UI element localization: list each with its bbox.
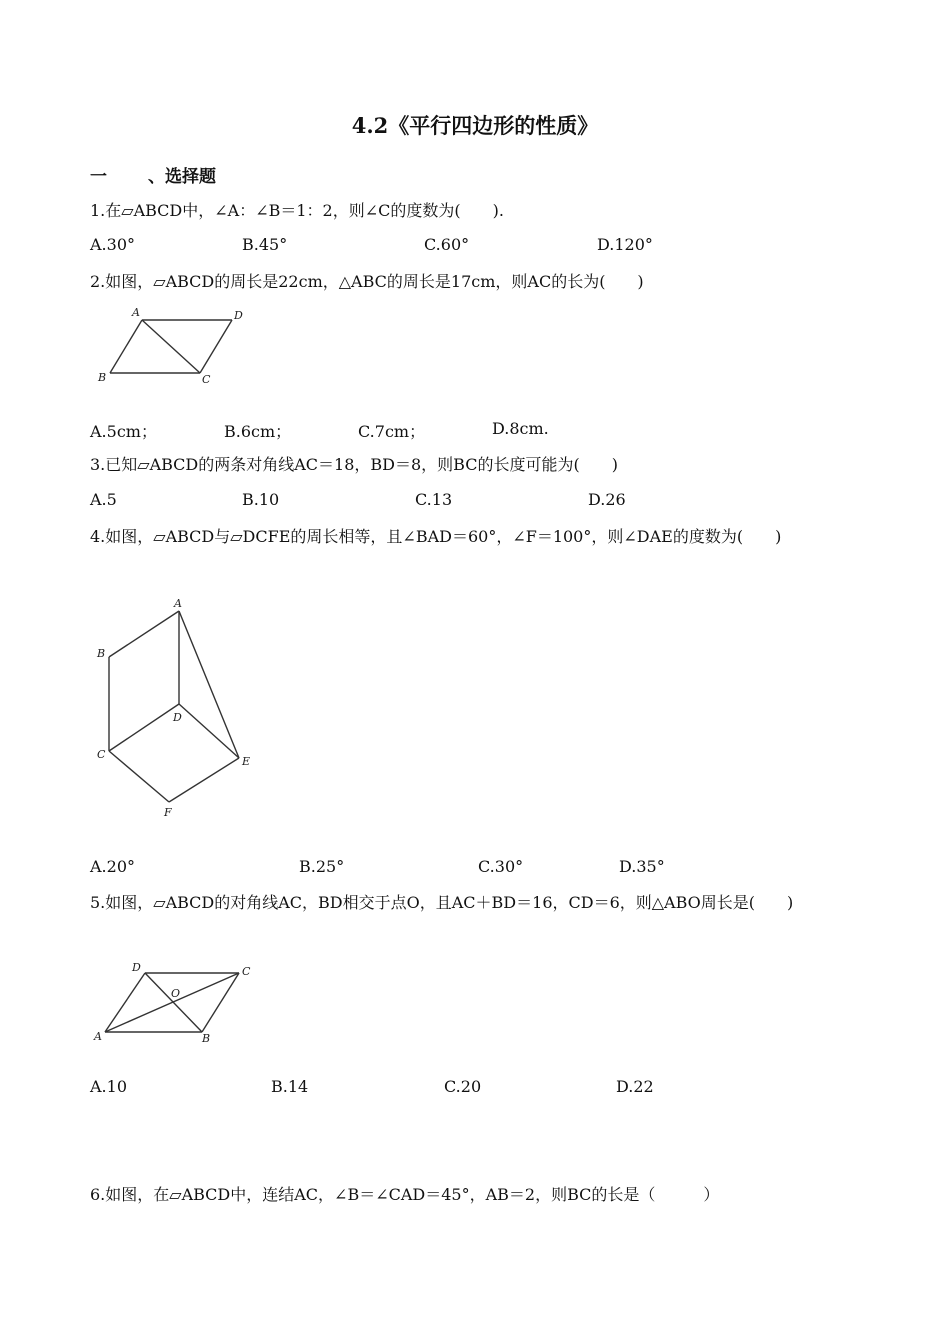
question-2-text: 2.如图，▱ABCD的周长是22cm，△ABC的周长是17cm，则AC的长为( )	[90, 272, 644, 291]
segment-ba	[109, 611, 179, 657]
question-1-options	[90, 235, 850, 259]
question-4-option-d: D.35°	[619, 857, 665, 876]
question-4-figure	[90, 595, 270, 825]
page-title: 4.2《平行四边形的性质》	[351, 113, 599, 138]
segment-de	[179, 704, 239, 758]
question-3-option-c: C.13	[415, 490, 453, 509]
point-label-e: E	[242, 755, 251, 768]
question-5-figure	[90, 958, 270, 1048]
segment-ac	[142, 320, 200, 373]
question-5-option-a: A.10	[90, 1077, 127, 1096]
question-2-option-a: A.5cm；	[90, 422, 157, 441]
segment-ab	[110, 320, 142, 373]
segment-ae	[179, 611, 239, 758]
segment-cd	[109, 704, 179, 751]
question-5-text: 5.如图，▱ABCD的对角线AC，BD相交于点O，且AC＋BD＝16，CD＝6，则△ABO周长是( )	[90, 893, 794, 912]
question-1-option-d: D.120°	[597, 235, 653, 254]
point-label-b: B	[202, 1032, 211, 1045]
question-5-option-c: C.20	[444, 1077, 482, 1096]
section-number: 一	[90, 167, 107, 187]
point-label-c: C	[97, 748, 106, 761]
point-label-o: O	[171, 987, 181, 1000]
point-label-a: A	[94, 1030, 102, 1043]
question-2-figure	[90, 300, 260, 395]
point-label-f: F	[164, 806, 172, 819]
point-label-b: B	[98, 371, 107, 384]
question-4-option-b: B.25°	[299, 857, 345, 876]
question-6-text: 6.如图，在▱ABCD中，连结AC，∠B＝∠CAD＝45°，AB＝2，则BC的长是（ ）	[90, 1185, 720, 1204]
question-3-options	[90, 490, 850, 514]
section-label: 、选择题	[148, 167, 216, 187]
question-1-option-b: B.45°	[242, 235, 288, 254]
question-2-option-d: D.8cm.	[492, 419, 549, 438]
question-3-option-d: D.26	[588, 490, 626, 509]
point-label-d: D	[173, 711, 182, 724]
question-4-text: 4.如图，▱ABCD与▱DCFE的周长相等，且∠BAD＝60°，∠F＝100°，则∠DAE的度数为( )	[90, 527, 782, 546]
point-label-d: D	[234, 309, 243, 322]
section-heading	[90, 162, 216, 187]
question-1-text: 1.在▱ABCD中，∠A：∠B＝1：2，则∠C的度数为( ).	[90, 201, 504, 220]
question-4-option-a: A.20°	[90, 857, 135, 876]
point-label-b: B	[97, 647, 106, 660]
question-2-option-b: B.6cm；	[224, 422, 292, 441]
question-1-option-a: A.30°	[90, 235, 135, 254]
point-label-a: A	[132, 306, 140, 319]
question-4-options	[90, 857, 850, 881]
question-3-option-a: A.5	[90, 490, 117, 509]
point-label-a: A	[174, 597, 182, 610]
point-label-c: C	[242, 965, 251, 978]
question-3-text: 3.已知▱ABCD的两条对角线AC＝18，BD＝8，则BC的长度可能为( )	[90, 455, 618, 474]
point-label-c: C	[202, 373, 211, 386]
question-2-options	[90, 419, 850, 443]
question-1-option-c: C.60°	[424, 235, 470, 254]
question-5-option-b: B.14	[271, 1077, 309, 1096]
segment-cf	[109, 751, 169, 802]
question-4-option-c: C.30°	[478, 857, 524, 876]
segment-dc	[200, 320, 232, 373]
question-2-option-c: C.7cm；	[358, 422, 426, 441]
segment-fe	[169, 758, 239, 802]
question-3-option-b: B.10	[242, 490, 280, 509]
question-5-options	[90, 1077, 850, 1101]
question-5-option-d: D.22	[616, 1077, 654, 1096]
segment-db	[145, 973, 202, 1032]
point-label-d: D	[132, 961, 141, 974]
